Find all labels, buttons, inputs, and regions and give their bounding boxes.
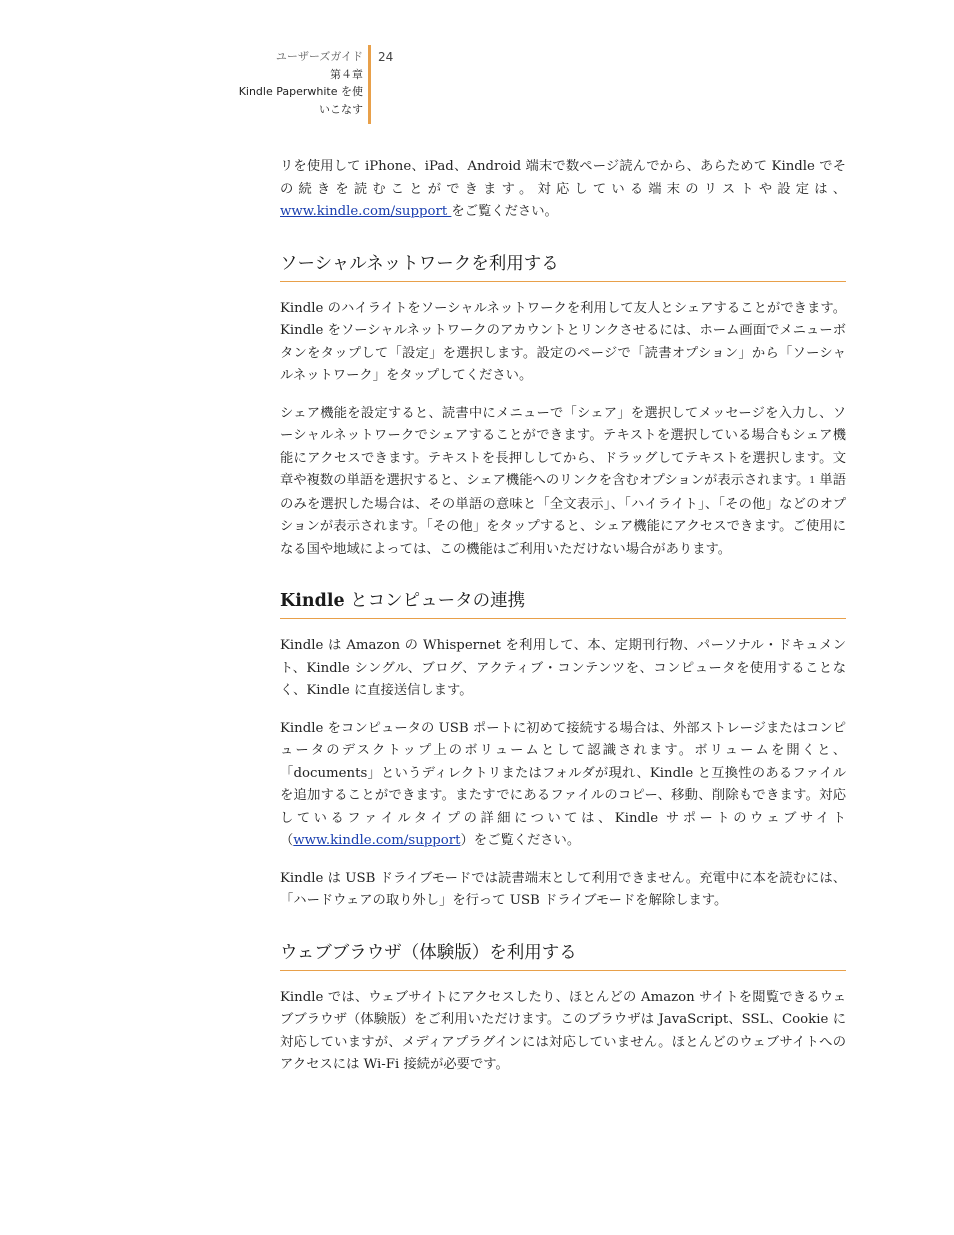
footnote-marker[interactable]: 1: [809, 476, 816, 486]
browser-paragraph-1: Kindle では、ウェブサイトにアクセスしたり、ほとんどの Amazon サイトを閲覧できるウェブブラウザ（体験版）をご利用いただけます。このブラウザは JavaScript、SSL、Cookie に対応していますが、メディアプラグインには対応していません。ほとんどのウェブサイトへのアクセスには Wi-Fi 接続が必要です。: [280, 989, 846, 1072]
support-link[interactable]: www.kindle.com/support: [280, 204, 452, 219]
heading-lead: Kindle: [280, 591, 345, 611]
heading-rest: とコンピュータの連携: [344, 591, 526, 611]
social-text-end: 単語のみを選択した場合は、その単語の意味と「全文表示」、「ハイライト」、「その他」などのオプションが表示されます。「その他」をタップすると、シェア機能にアクセスできます。ご使用になる国や地域によっては、この機能はご利用いただけない場合があります。: [280, 473, 846, 557]
running-header: [180, 48, 363, 118]
chapter-title-line2: いこなす: [319, 102, 363, 116]
intro-text-end: をご覧ください。: [451, 204, 558, 219]
section-heading-social: ソーシャルネットワークを利用する: [280, 252, 846, 282]
social-paragraph-2: [280, 403, 846, 562]
support-link-2[interactable]: www.kindle.com/support: [293, 833, 461, 848]
computer-text-end: ）をご覧ください。: [460, 833, 581, 848]
social-paragraph-1: Kindle のハイライトをソーシャルネットワークを利用して友人とシェアすることができます。Kindle をソーシャルネットワークのアカウントとリンクさせるには、ホーム画面でメニューボタンをタップして「設定」を選択します。設定のページで「読書オプション」から「ソーシャルネットワーク」をタップしてください。: [280, 300, 846, 383]
header-divider: [368, 45, 371, 124]
computer-paragraph-2: [280, 718, 846, 853]
computer-paragraph-1: Kindle は Amazon の Whispernet を利用して、本、定期刊行物、パーソナル・ドキュメント、Kindle シングル、ブログ、アクティブ・コンテンツを、コンピュータを使用することなく、Kindle に直接送信します。: [280, 638, 846, 698]
chapter-label: 第４章: [330, 67, 363, 81]
guide-label: ユーザーズガイド: [275, 50, 363, 63]
social-text: シェア機能を設定すると、読書中にメニューで「シェア」を選択してメッセージを入力し、ソーシャルネットワークでシェアすることができます。テキストを選択している場合もシェア機能にアクセスできます。テキストを長押ししてから、ドラッグしてテキストを選択します。文章や複数の単語を選択すると、シェア機能へのリンクを含むオプションが表示されます。: [280, 405, 846, 488]
page-content: [280, 156, 846, 1092]
computer-paragraph-3: Kindle は USB ドライブモードでは読書端末として利用できません。充電中に本を読むには、「ハードウェアの取り外し」を行って USB ドライブモードを解除します。: [280, 870, 846, 908]
page-number: 24: [378, 50, 394, 64]
intro-text: リを使用して iPhone、iPad、Android 端末で数ページ読んでから、あらためて Kindle でその続きを読むことができます。対応している端末のリストや設定は、: [280, 159, 846, 197]
intro-paragraph: [280, 156, 846, 224]
chapter-title-line1: Kindle Paperwhite を使: [238, 85, 363, 98]
section-heading-browser: ウェブブラウザ（体験版）を利用する: [280, 941, 846, 971]
computer-text: Kindle をコンピュータの USB ポートに初めて接続する場合は、外部ストレージまたはコンピュータのデスクトップ上のボリュームとして認識されます。ボリュームを開くと、「documents」というディレクトリまたはフォルダが現れ、Kindle と互換性のあるファイルを追加することができます。またすでにあるファイルのコピー、移動、削除もできます。対応しているファイルタイプの詳細については、Kindle サポートのウェブサイト（: [280, 720, 846, 848]
section-heading-computer: [280, 589, 846, 619]
